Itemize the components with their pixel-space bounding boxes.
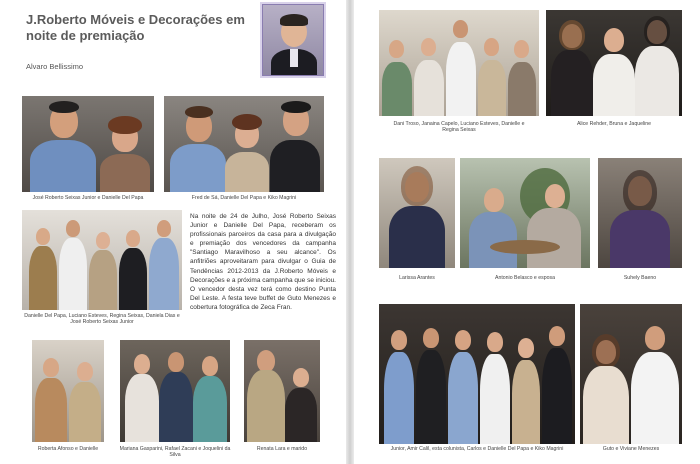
caption-4: Roberta Afonso e Danielle	[37, 446, 99, 452]
caption-5: Mariana Gasparini, Rafael Zacani e Joquelini da Silva	[119, 446, 231, 459]
photo-lara-marido	[244, 340, 320, 442]
caption-6: Renata Lara e marido	[256, 446, 308, 452]
right-page	[354, 0, 700, 464]
caption-9: Larissa Arantes	[399, 275, 435, 281]
article-title: J.Roberto Móveis e Decorações em noite de premiação	[26, 12, 245, 43]
photo-sa-delpapa-magrini	[164, 96, 324, 192]
photo-afonso-danielle	[32, 340, 104, 442]
photo-calil-group	[379, 304, 575, 444]
photo-belasco-esposa	[460, 158, 590, 268]
caption-8: Alice Rehder, Bruna e Jaqueline	[576, 121, 652, 127]
caption-3: Danielle Del Papa, Luciano Esteves, Regina Seixas, Daniela Dias e José Roberto Seixas Junior	[24, 313, 180, 326]
photo-gasparini-zacani-silva	[120, 340, 230, 442]
caption-10: Antonio Belasco e esposa	[495, 275, 555, 281]
photo-troso-capelo-group	[379, 10, 539, 116]
caption-12: Junior, Amir Calil, esta colunista, Carlos e Danielle Del Papa e Kiko Magrini	[390, 446, 564, 452]
columnist-portrait	[262, 4, 324, 76]
photo-suhely-baeno	[598, 158, 682, 268]
left-page	[0, 0, 346, 464]
photo-guto-viviane-menezes	[580, 304, 682, 444]
caption-2: Fred de Sá, Danielle Del Papa e Kiko Magrini	[191, 195, 297, 201]
caption-1: José Roberto Seixas Junior e Danielle Del Papa	[32, 195, 144, 201]
photo-group-five	[22, 210, 182, 310]
author-byline: Alvaro Bellissimo	[26, 62, 84, 71]
photo-rehder-bruna-jaqueline	[546, 10, 682, 116]
caption-7: Dani Troso, Janaina Capelo, Luciano Esteves, Danielle e Regina Seixas	[393, 121, 525, 134]
page-gutter	[346, 0, 354, 464]
caption-13: Guto e Viviane Menezes	[602, 446, 660, 452]
caption-11: Suhely Baeno	[623, 275, 657, 281]
photo-seixas-delpapa	[22, 96, 154, 192]
article-body: Na noite de 24 de Julho, José Roberto Seixas Junior e Danielle Del Papa, receberam os profissionais parceiros da casa para a divulgação e premiação dos vencedores da campanha "Santiago Maravilhoso a seu alcance". Os anfitriões aproveitaram para divulgar o Guia de Tendências 2012-2013 da J.Roberto Móveis e Decorações e a próxima campanha que se iniciou. O vencedor desta vez terá como destino Punta Del Leste. A festa teve buffet de Guto Menezes e cobertura fotográfica de Zeca Fran.	[190, 213, 336, 311]
photo-larissa-arantes	[379, 158, 455, 268]
